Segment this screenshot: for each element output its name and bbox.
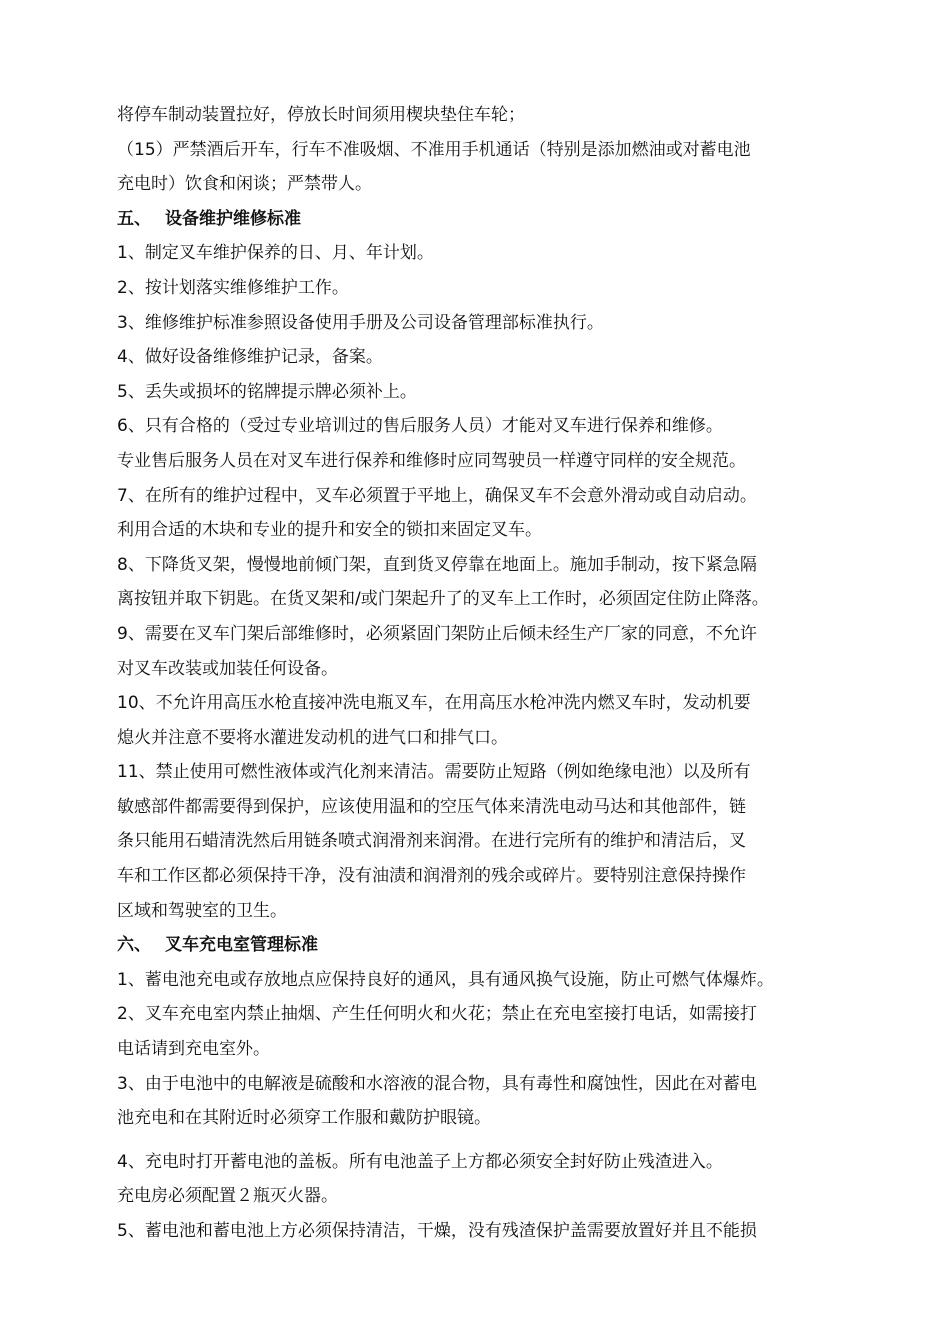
text-line: 5、丢失或损坏的铭牌提示牌必须补上。 <box>117 381 417 402</box>
text-line: 4、充电时打开蓄电池的盖板。所有电池盖子上方都必须安全封好防止残渣进入。 <box>117 1151 723 1172</box>
section-title: 设备维护维修标准 <box>165 208 301 229</box>
section-heading-5 <box>117 202 847 237</box>
document-body <box>117 98 847 1249</box>
text-line: 8、下降货叉架，慢慢地前倾门架，直到货叉停靠在地面上。施加手制动，按下紧急隔 <box>117 554 757 575</box>
section-number: 六、 <box>117 935 151 956</box>
text-line: 2、按计划落实维修维护工作。 <box>117 277 349 298</box>
text-line: 11、禁止使用可燃性液体或汽化剂来清洁。需要防止短路（例如绝缘电池）以及所有 <box>117 762 751 783</box>
text-line: 1、蓄电池充电或存放地点应保持良好的通风，具有通风换气设施，防止可燃气体爆炸。 <box>117 969 774 990</box>
text-line: （15）严禁酒后开车，行车不准吸烟、不准用手机通话（特别是添加燃油或对蓄电池 <box>117 139 751 160</box>
text-line: 3、维修维护标准参照设备使用手册及公司设备管理部标准执行。 <box>117 312 604 333</box>
text-line: 池充电和在其附近时必须穿工作服和戴防护眼镜。 <box>117 1108 491 1129</box>
text-line: 1、制定叉车维护保养的日、月、年计划。 <box>117 243 434 264</box>
text-line: 区域和驾驶室的卫生。 <box>117 900 287 921</box>
text-line: 专业售后服务人员在对叉车进行保养和维修时应同驾驶员一样遵守同样的安全规范。 <box>117 450 746 471</box>
text-line: 充电时）饮食和闲谈；严禁带人。 <box>117 174 372 195</box>
text-line: 利用合适的木块和专业的提升和安全的锁扣来固定叉车。 <box>117 520 542 541</box>
text-line: 10、不允许用高压水枪直接冲洗电瓶叉车，在用高压水枪冲洗内燃叉车时，发动机要 <box>117 693 751 714</box>
text-line: 3、由于电池中的电解液是硫酸和水溶液的混合物，具有毒性和腐蚀性，因此在对蓄电 <box>117 1073 757 1094</box>
section-6-body <box>117 963 847 1249</box>
text-line: 条只能用石蜡清洗然后用链条喷式润滑剂来润滑。在进行完所有的维护和清洁后，叉 <box>117 831 746 852</box>
text-line: 4、做好设备维修维护记录，备案。 <box>117 347 383 368</box>
text-line: 熄火并注意不要将水灌进发动机的进气口和排气口。 <box>117 727 508 748</box>
text-line: 7、在所有的维护过程中，叉车必须置于平地上，确保叉车不会意外滑动或自动启动。 <box>117 485 757 506</box>
text-line: 9、需要在叉车门架后部维修时，必须紧固门架防止后倾未经生产厂家的同意，不允许 <box>117 623 757 644</box>
text-line: 5、蓄电池和蓄电池上方必须保持清洁，干燥，没有残渣保护盖需要放置好并且不能损 <box>117 1221 757 1241</box>
text-line: 将停车制动装置拉好，停放长时间须用楔块垫住车轮； <box>117 105 525 125</box>
text-line: 敏感部件都需要得到保护，应该使用温和的空压气体来清洗电动马达和其他部件，链 <box>117 796 746 817</box>
text-line: 车和工作区都必须保持干净，没有油渍和润滑剂的残余或碎片。要特别注意保持操作 <box>117 866 746 887</box>
section-heading-6 <box>117 928 847 963</box>
text-line: 电话请到充电室外。 <box>117 1039 270 1060</box>
section-title: 叉车充电室管理标准 <box>165 935 318 956</box>
text-line: 对叉车改装或加装任何设备。 <box>117 658 338 679</box>
section-5-body <box>117 236 847 928</box>
text-line: 6、只有合格的（受过专业培训过的售后服务人员）才能对叉车进行保养和维修。 <box>117 416 723 437</box>
text-line: 离按钮并取下钥匙。在货叉架和/或门架起升了的叉车上工作时，必须固定住防止降落。 <box>117 589 769 610</box>
text-line: 2、叉车充电室内禁止抽烟、产生任何明火和火花；禁止在充电室接打电话，如需接打 <box>117 1004 757 1025</box>
text-line: 充电房必须配置２瓶灭火器。 <box>117 1186 338 1207</box>
section-number: 五、 <box>117 208 151 229</box>
